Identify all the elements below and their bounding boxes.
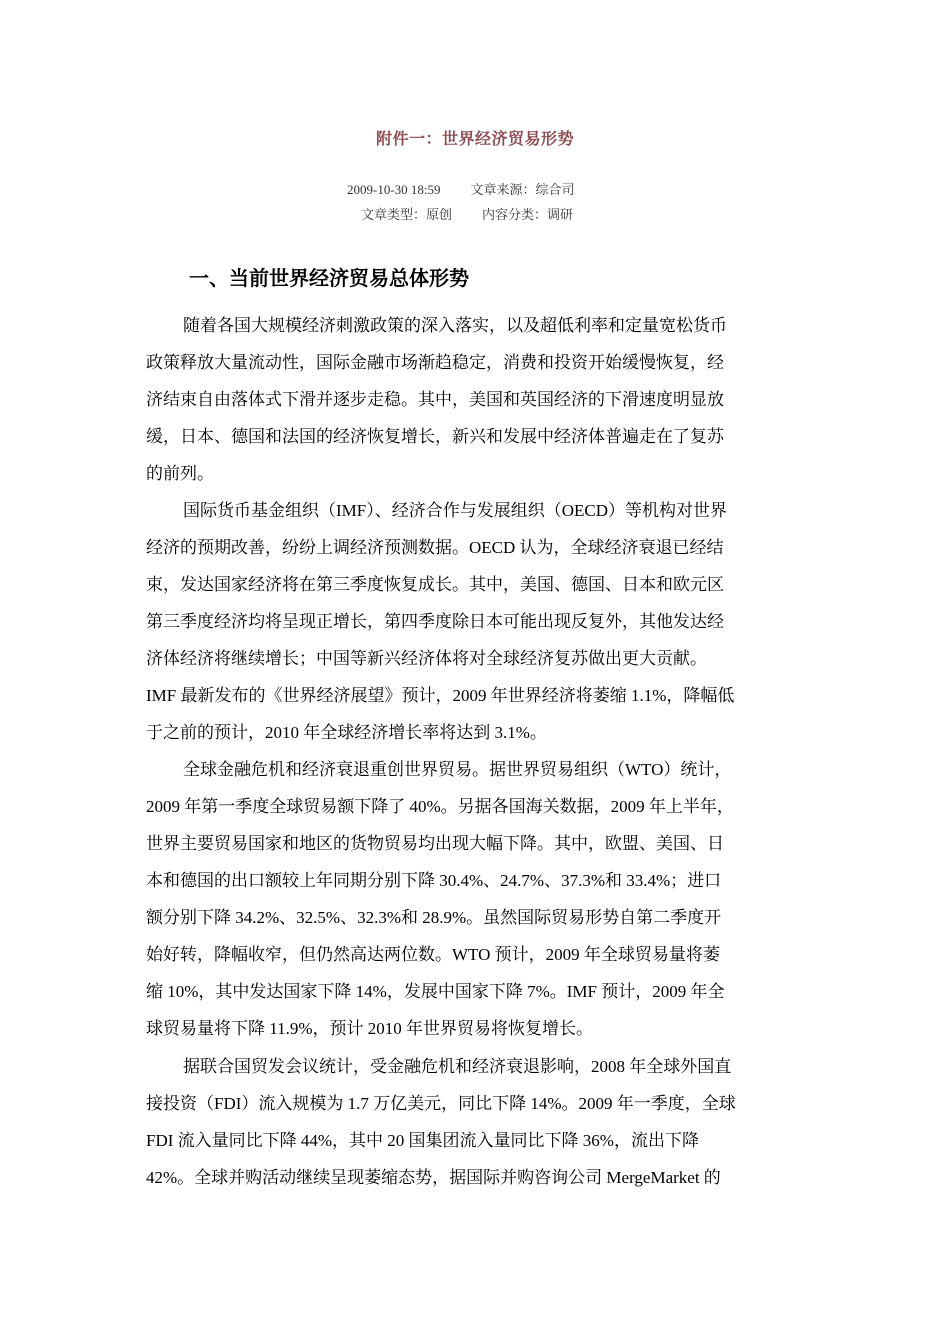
document-title: 附件一：世界经济贸易形势 — [375, 131, 574, 148]
text-line: IMF 最新发布的《世界经济展望》预计，2009 年世界经济将萎缩 1.1%，降幅低 — [146, 686, 735, 705]
meta-line-1 — [347, 179, 575, 198]
text-line: 接投资（FDI）流入规模为 1.7 万亿美元，同比下降 14%。2009 年一季度，全球 — [146, 1094, 736, 1113]
text-line: 额分别下降 34.2%、32.5%、32.3%和 28.9%。虽然国际贸易形势自第二季度开 — [146, 908, 722, 927]
text-line: 济体经济将继续增长；中国等新兴经济体将对全球经济复苏做出更大贡献。 — [146, 649, 707, 668]
text-line: 缓，日本、德国和法国的经济恢复增长，新兴和发展中经济体普遍走在了复苏 — [146, 427, 724, 446]
text-line: FDI 流入量同比下降 44%，其中 20 国集团流入量同比下降 36%，流出下降 — [146, 1131, 699, 1150]
meta-type: 文章类型：原创 — [361, 207, 453, 222]
meta-datetime: 2009-10-30 18:59 — [347, 182, 441, 197]
section-heading: 一、当前世界经济贸易总体形势 — [189, 268, 469, 290]
text-line: 世界主要贸易国家和地区的货物贸易均出现大幅下降。其中，欧盟、美国、日 — [146, 834, 724, 853]
text-line: 的前列。 — [146, 464, 214, 483]
text-line: 全球金融危机和经济衰退重创世界贸易。据世界贸易组织（WTO）统计， — [183, 760, 732, 779]
text-line: 束，发达国家经济将在第三季度恢复成长。其中，美国、德国、日本和欧元区 — [146, 575, 724, 594]
text-line: 始好转，降幅收窄，但仍然高达两位数。WTO 预计，2009 年全球贸易量将萎 — [146, 945, 720, 964]
text-line: 随着各国大规模经济刺激政策的深入落实，以及超低利率和定量宽松货币 — [183, 316, 727, 335]
text-line: 42%。全球并购活动继续呈现萎缩态势，据国际并购咨询公司 MergeMarket 的 — [146, 1168, 721, 1187]
text-line: 本和德国的出口额较上年同期分别下降 30.4%、24.7%、37.3%和 33.4%；进口 — [146, 871, 722, 890]
text-line: 缩 10%，其中发达国家下降 14%，发展中国家下降 7%。IMF 预计，2009 年全 — [146, 982, 725, 1001]
meta-line-2 — [361, 204, 573, 223]
text-line: 球贸易量将下降 11.9%，预计 2010 年世界贸易将恢复增长。 — [146, 1019, 594, 1038]
meta-source: 文章来源：综合司 — [470, 182, 575, 197]
text-line: 国际货币基金组织（IMF）、经济合作与发展组织（OECD）等机构对世界 — [183, 501, 728, 520]
text-line: 经济的预期改善，纷纷上调经济预测数据。OECD 认为，全球经济衰退已经结 — [146, 538, 724, 557]
text-line: 于之前的预计，2010 年全球经济增长率将达到 3.1%。 — [146, 723, 547, 742]
text-line: 第三季度经济均将呈现正增长，第四季度除日本可能出现反复外，其他发达经 — [146, 612, 724, 631]
text-line: 政策释放大量流动性，国际金融市场渐趋稳定，消费和投资开始缓慢恢复，经 — [146, 353, 724, 372]
text-line: 据联合国贸发会议统计，受金融危机和经济衰退影响，2008 年全球外国直 — [183, 1057, 732, 1076]
text-line: 济结束自由落体式下滑并逐步走稳。其中，美国和英国经济的下滑速度明显放 — [146, 390, 724, 409]
text-line: 2009 年第一季度全球贸易额下降了 40%。另据各国海关数据，2009 年上半年， — [146, 797, 734, 816]
meta-category: 内容分类：调研 — [482, 207, 574, 222]
